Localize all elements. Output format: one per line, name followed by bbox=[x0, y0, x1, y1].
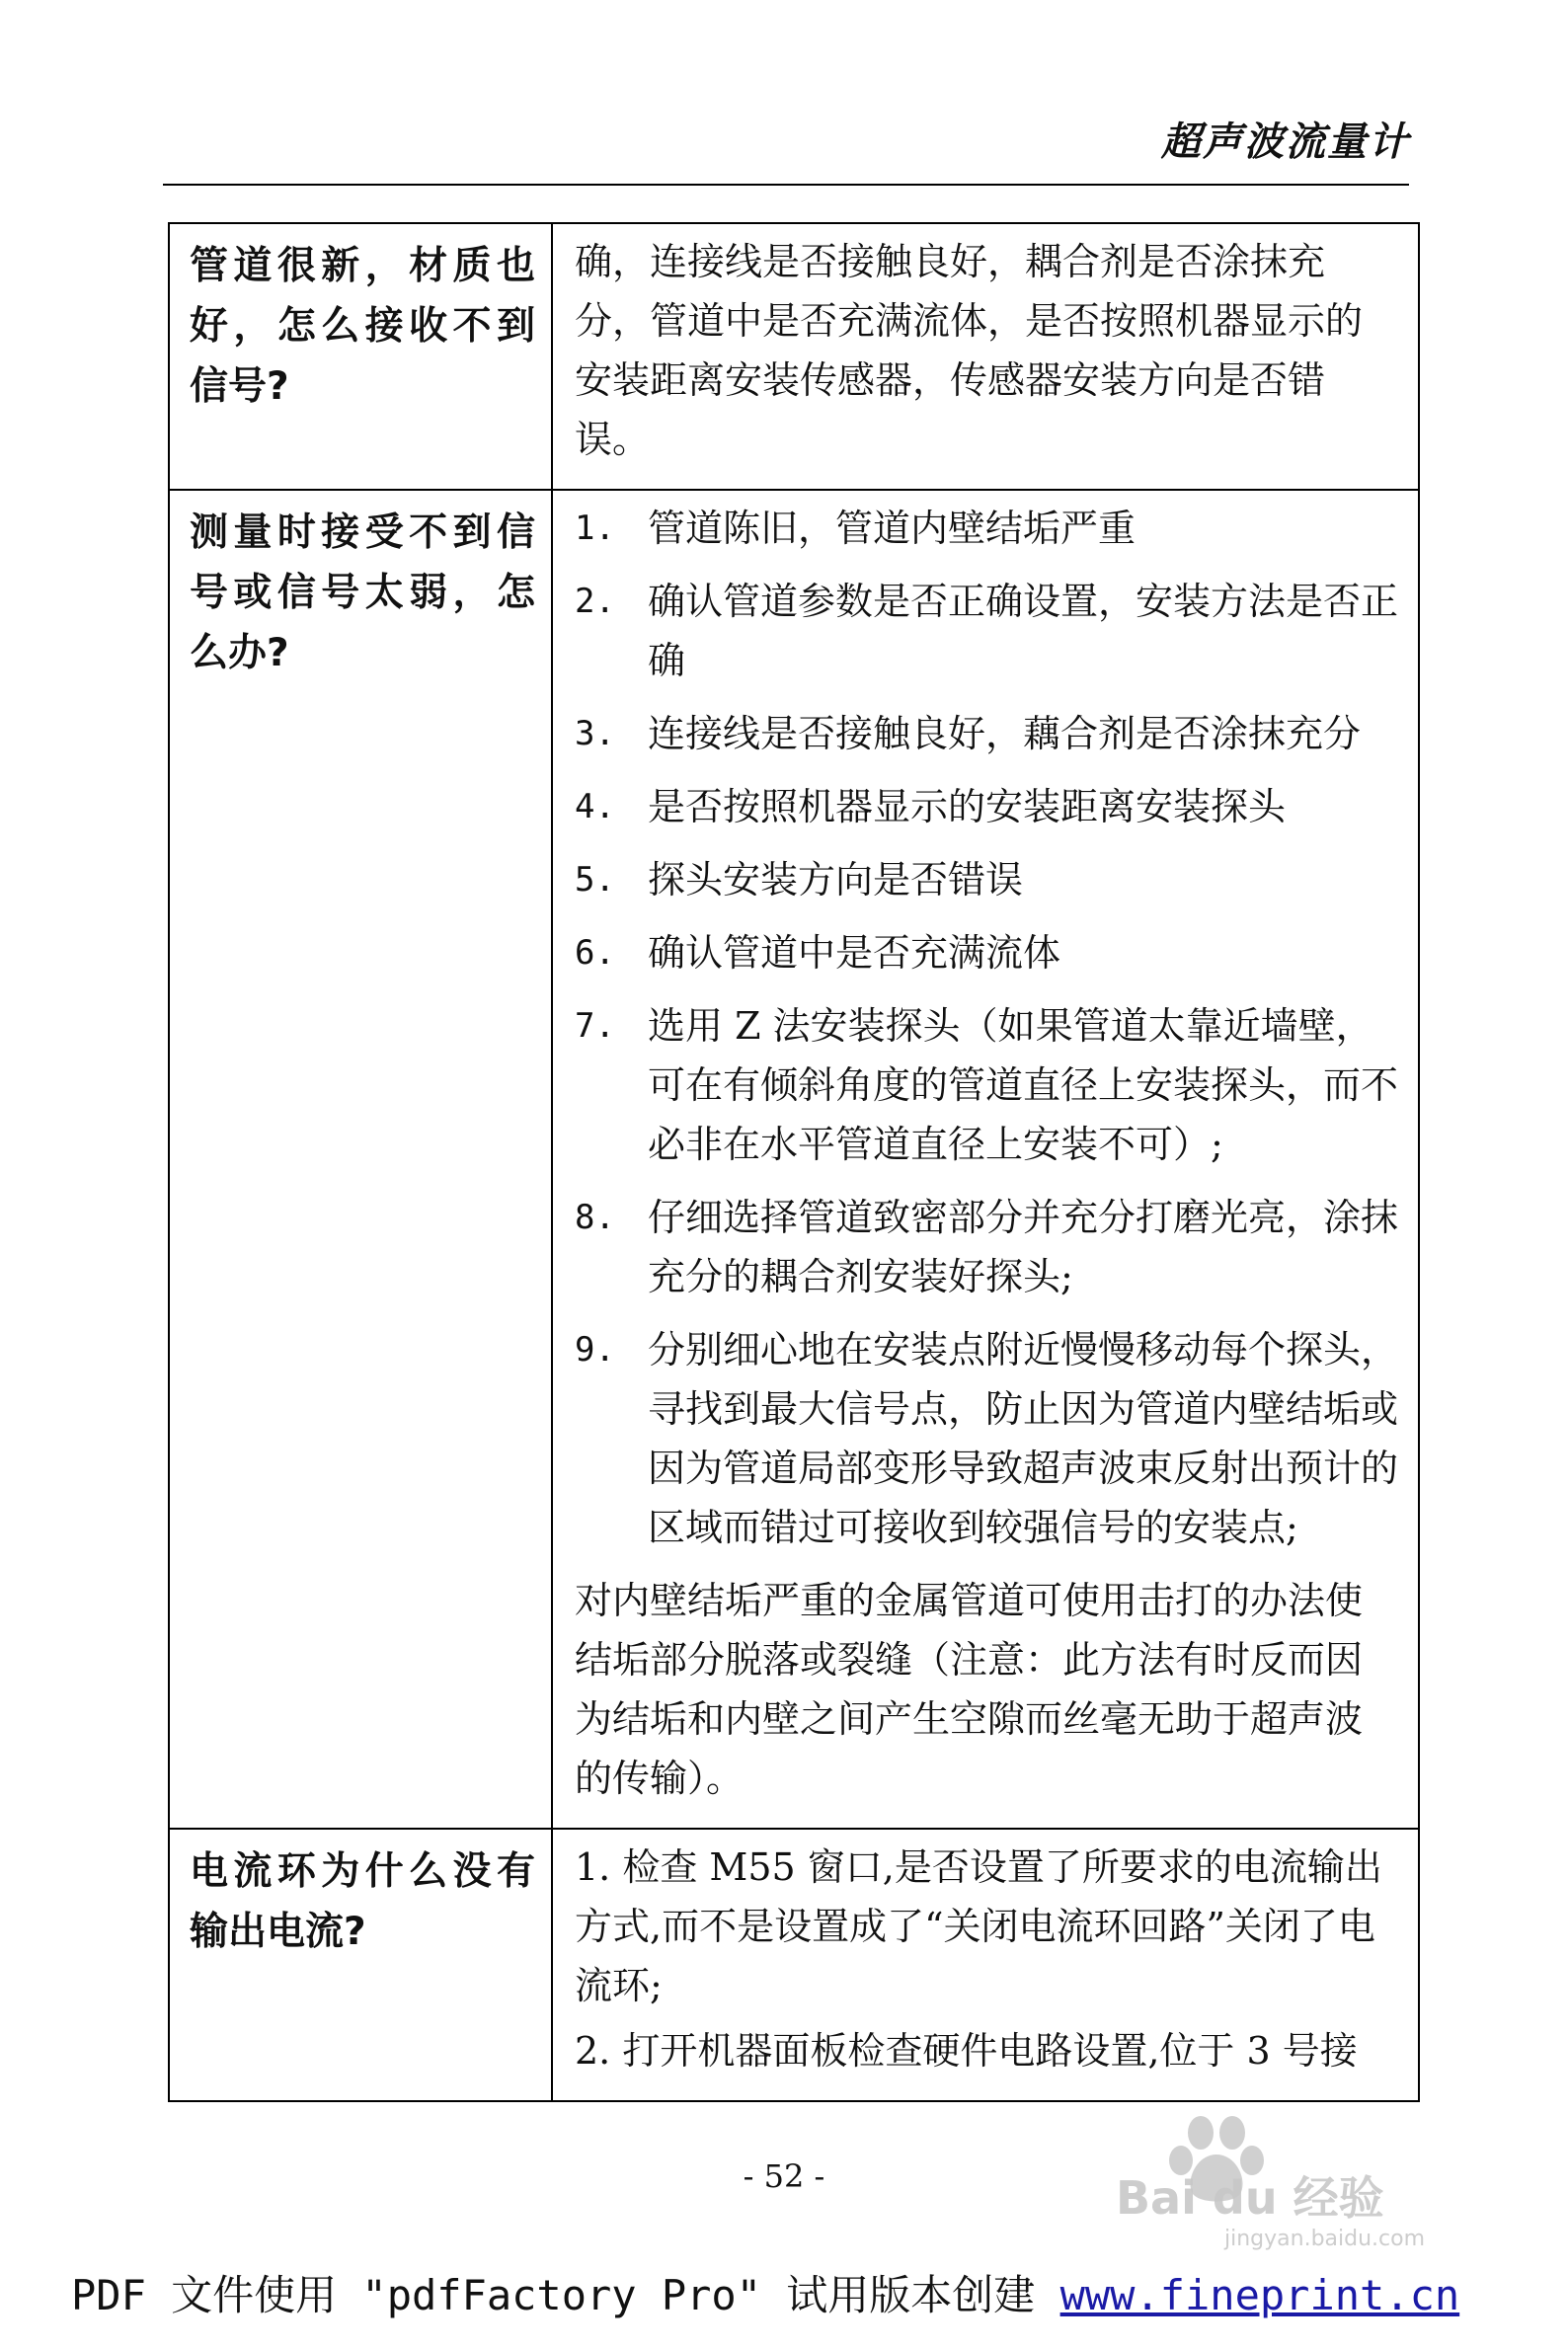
answer-list-item bbox=[575, 923, 1398, 982]
answer-list-item bbox=[575, 850, 1398, 909]
answer-list-item bbox=[575, 1320, 1398, 1557]
list-item-text: 确认管道中是否充满流体 bbox=[648, 931, 1061, 975]
list-item-number: 4. bbox=[575, 787, 615, 826]
list-item-number: 9. bbox=[575, 1330, 615, 1370]
page-number: - 52 - bbox=[743, 2157, 825, 2195]
watermark-url: jingyan.baidu.com bbox=[1224, 2227, 1426, 2251]
faq-answer bbox=[552, 490, 1419, 1829]
baidu-jingyan-watermark bbox=[1116, 2103, 1471, 2251]
list-item-text: 连接线是否接触良好，藕合剂是否涂抹充分 bbox=[648, 712, 1362, 755]
answer-paragraph: 1. 检查 M55 窗口,是否设置了所要求的电流输出方式,而不是设置成了“关闭电流环回路”关闭了电流环; bbox=[575, 1845, 1382, 2007]
answer-paragraph: 确，连接线是否接触良好，耦合剂是否涂抹充分，管道中是否充满流体，是否按照机器显示的安装距离安装传感器，传感器安装方向是否错误。 bbox=[575, 240, 1364, 461]
list-item-number: 5. bbox=[575, 860, 615, 900]
list-item-text: 是否按照机器显示的安装距离安装探头 bbox=[648, 785, 1287, 828]
answer-list-item bbox=[575, 704, 1398, 763]
list-item-number: 1. bbox=[575, 509, 615, 548]
faq-answer bbox=[552, 223, 1419, 490]
answer-list-item bbox=[575, 777, 1398, 836]
list-item-number: 7. bbox=[575, 1006, 615, 1046]
faq-question: 电流环为什么没有输出电流? bbox=[169, 1829, 552, 2101]
answer-list-item bbox=[575, 572, 1398, 690]
faq-row bbox=[169, 1829, 1419, 2101]
header-divider bbox=[163, 184, 1409, 186]
answer-list-item bbox=[575, 499, 1398, 558]
list-item-text: 仔细选择管道致密部分并充分打磨光亮，涂抹充分的耦合剂安装好探头; bbox=[648, 1196, 1399, 1298]
list-item-text: 确认管道参数是否正确设置，安装方法是否正确 bbox=[648, 580, 1399, 682]
watermark-brand: Bai du 经验 bbox=[1116, 2171, 1384, 2225]
faq-row bbox=[169, 223, 1419, 490]
list-item-text: 探头安装方向是否错误 bbox=[648, 858, 1024, 901]
list-item-number: 8. bbox=[575, 1198, 615, 1237]
list-item-text: 管道陈旧，管道内壁结垢严重 bbox=[648, 507, 1137, 550]
faq-table bbox=[168, 222, 1420, 2102]
list-item-text: 选用 Z 法安装探头（如果管道太靠近墙壁，可在有倾斜角度的管道直径上安装探头，而不必非在水平管道直径上安装不可）; bbox=[648, 1004, 1399, 1166]
answer-paragraph: 对内壁结垢严重的金属管道可使用击打的办法使结垢部分脱落或裂缝（注意：此方法有时反而因为结垢和内壁之间产生空隙而丝毫无助于超声波的传输）。 bbox=[575, 1579, 1364, 1800]
faq-question: 管道很新，材质也好，怎么接收不到信号? bbox=[169, 223, 552, 490]
faq-row bbox=[169, 490, 1419, 1829]
list-item-number: 2. bbox=[575, 582, 615, 621]
answer-list-item bbox=[575, 1188, 1398, 1306]
list-item-number: 6. bbox=[575, 933, 615, 973]
list-item-text: 分别细心地在安装点附近慢慢移动每个探头，寻找到最大信号点，防止因为管道内壁结垢或因为管道局部变形导致超声波束反射出预计的区域而错过可接收到较强信号的安装点; bbox=[648, 1328, 1399, 1549]
list-item-number: 3. bbox=[575, 714, 615, 753]
pdf-footer bbox=[71, 2263, 1459, 2322]
answer-paragraph: 2. 打开机器面板检查硬件电路设置,位于 3 号接 bbox=[575, 2029, 1358, 2073]
faq-question: 测量时接受不到信号或信号太弱，怎么办? bbox=[169, 490, 552, 1829]
faq-answer bbox=[552, 1829, 1419, 2101]
running-header-title: 超声波流量计 bbox=[1161, 119, 1410, 165]
answer-list-item bbox=[575, 996, 1398, 1174]
footer-link[interactable]: www.fineprint.cn bbox=[1059, 2271, 1460, 2319]
footer-text: PDF 文件使用 "pdfFactory Pro" 试用版本创建 bbox=[71, 2271, 1060, 2319]
